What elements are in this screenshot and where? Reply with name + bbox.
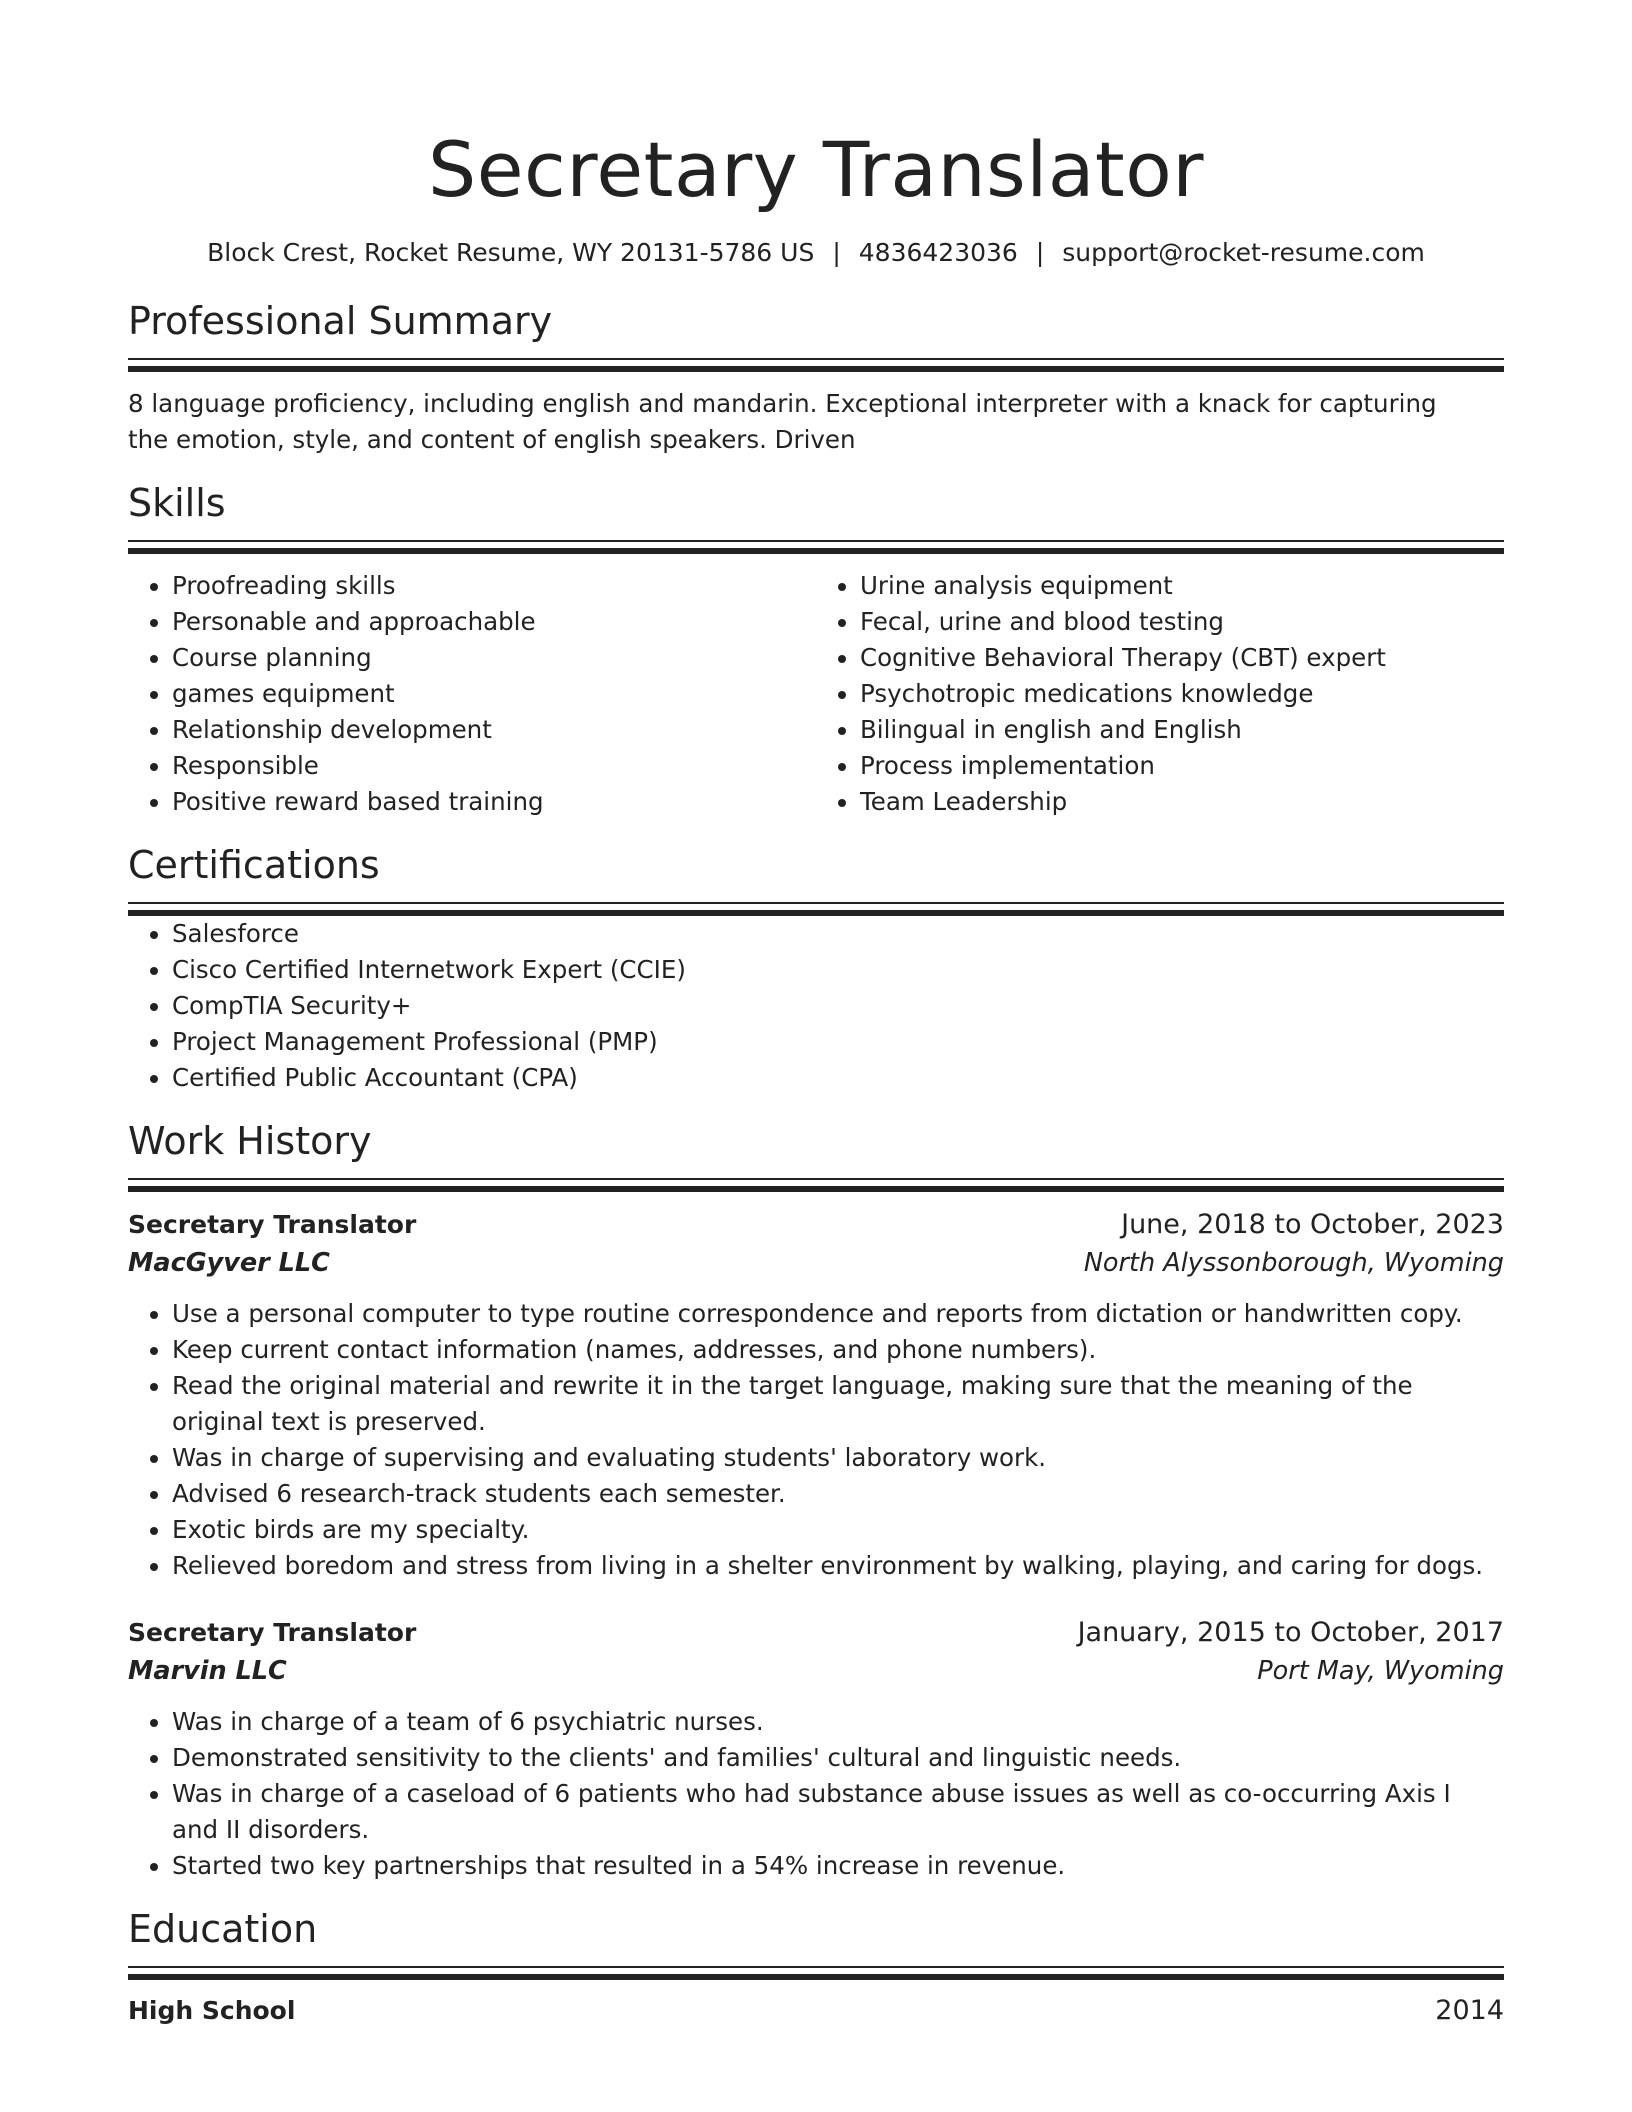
skill-item: • Course planning [172,640,816,676]
job-dates: June, 2018 to October, 2023 [1121,1209,1504,1240]
skill-item: • Proofreading skills [172,568,816,604]
certification-item: • CompTIA Security+ [172,988,1504,1024]
education-heading: Education [128,1907,318,1951]
section-divider-thick [128,548,1504,554]
certifications-heading: Certifications [128,843,380,887]
education-section [128,1904,1504,2030]
skill-item: • Bilingual in english and English [860,712,1504,748]
job-bullet: • Was in charge of supervising and evaluating students' laboratory work. [172,1440,1504,1476]
contact-phone: 4836423036 [858,238,1018,267]
job-company-row [128,1244,1504,1282]
job-location: North Alyssonborough, Wyoming [1083,1248,1504,1278]
skills-section [128,478,1504,820]
skills-heading: Skills [128,481,226,525]
job-bullet: • Was in charge of a team of 6 psychiatric nurses. [172,1704,1504,1740]
skills-right-list [816,568,1504,820]
job-bullet: • Use a personal computer to type routine correspondence and reports from dictation or handwritten copy. [172,1296,1504,1332]
skill-item: • Cognitive Behavioral Therapy (CBT) expert [860,640,1504,676]
job-bullet: • Demonstrated sensitivity to the clients' and families' cultural and linguistic needs. [172,1740,1504,1776]
job-bullet: • Keep current contact information (names, addresses, and phone numbers). [172,1332,1504,1368]
job-bullets [128,1296,1504,1584]
skill-item: • Personable and approachable [172,604,816,640]
skill-item: • Psychotropic medications knowledge [860,676,1504,712]
summary-heading: Professional Summary [128,299,553,343]
job-bullet: • Started two key partnerships that resulted in a 54% increase in revenue. [172,1848,1504,1884]
section-divider [128,1178,1504,1180]
job-company: MacGyver LLC [128,1248,330,1278]
section-divider-thick [128,1974,1504,1980]
job-entry [128,1614,1504,1884]
certification-item: • Cisco Certified Internetwork Expert (CCIE) [172,952,1504,988]
section-divider [128,902,1504,904]
job-bullets [128,1704,1504,1884]
job-bullet: • Was in charge of a caseload of 6 patients who had substance abuse issues as well as co-occurring Axis I and II disorders. [172,1776,1504,1848]
job-header-row [128,1614,1504,1652]
work-history-section [128,1116,1504,1884]
skill-item: • Fecal, urine and blood testing [860,604,1504,640]
skill-item: • games equipment [172,676,816,712]
job-title: Secretary Translator [128,1618,417,1647]
skill-item: • Urine analysis equipment [860,568,1504,604]
job-company: Marvin LLC [128,1656,287,1686]
certification-item: • Project Management Professional (PMP) [172,1024,1504,1060]
job-bullet: • Advised 6 research-track students each semester. [172,1476,1504,1512]
certification-item: • Salesforce [172,916,1504,952]
job-bullet: • Read the original material and rewrite it in the target language, making sure that the meaning of the original text is preserved. [172,1368,1504,1440]
contact-address: Block Crest, Rocket Resume, WY 20131-5786 US [207,238,815,267]
skills-columns [128,568,1504,820]
section-divider [128,358,1504,360]
job-company-row [128,1652,1504,1690]
skill-item: • Process implementation [860,748,1504,784]
certifications-list [128,916,1504,1096]
job-bullet: • Exotic birds are my specialty. [172,1512,1504,1548]
education-year: 2014 [1435,1995,1504,2026]
contact-separator: | [1035,238,1045,267]
summary-section [128,296,1504,458]
resume-name: Secretary Translator [428,125,1204,214]
certification-item: • Certified Public Accountant (CPA) [172,1060,1504,1096]
education-degree: High School [128,1996,296,2025]
contact-separator: | [832,238,841,267]
skills-left-list [128,568,816,820]
contact-email: support@rocket-resume.com [1062,238,1425,267]
skill-item: • Relationship development [172,712,816,748]
education-row [128,1992,1504,2030]
skill-item: • Responsible [172,748,816,784]
certifications-section [128,840,1504,1096]
job-title: Secretary Translator [128,1210,417,1239]
section-divider-thick [128,1186,1504,1192]
work-history-heading: Work History [128,1119,372,1163]
skill-item: • Team Leadership [860,784,1504,820]
contact-line [128,236,1504,270]
section-divider-thick [128,366,1504,372]
job-header-row [128,1206,1504,1244]
section-divider [128,540,1504,542]
job-dates: January, 2015 to October, 2017 [1077,1617,1504,1648]
section-divider [128,1966,1504,1968]
skill-item: • Positive reward based training [172,784,816,820]
summary-text: 8 language proficiency, including english and mandarin. Exceptional interpreter with a knack for capturing the emotion, style, and content of english speakers. Driven [128,389,1437,454]
job-location: Port May, Wyoming [1257,1656,1504,1686]
job-bullet: • Relieved boredom and stress from living in a shelter environment by walking, playing, and caring for dogs. [172,1548,1504,1584]
job-entry [128,1206,1504,1584]
